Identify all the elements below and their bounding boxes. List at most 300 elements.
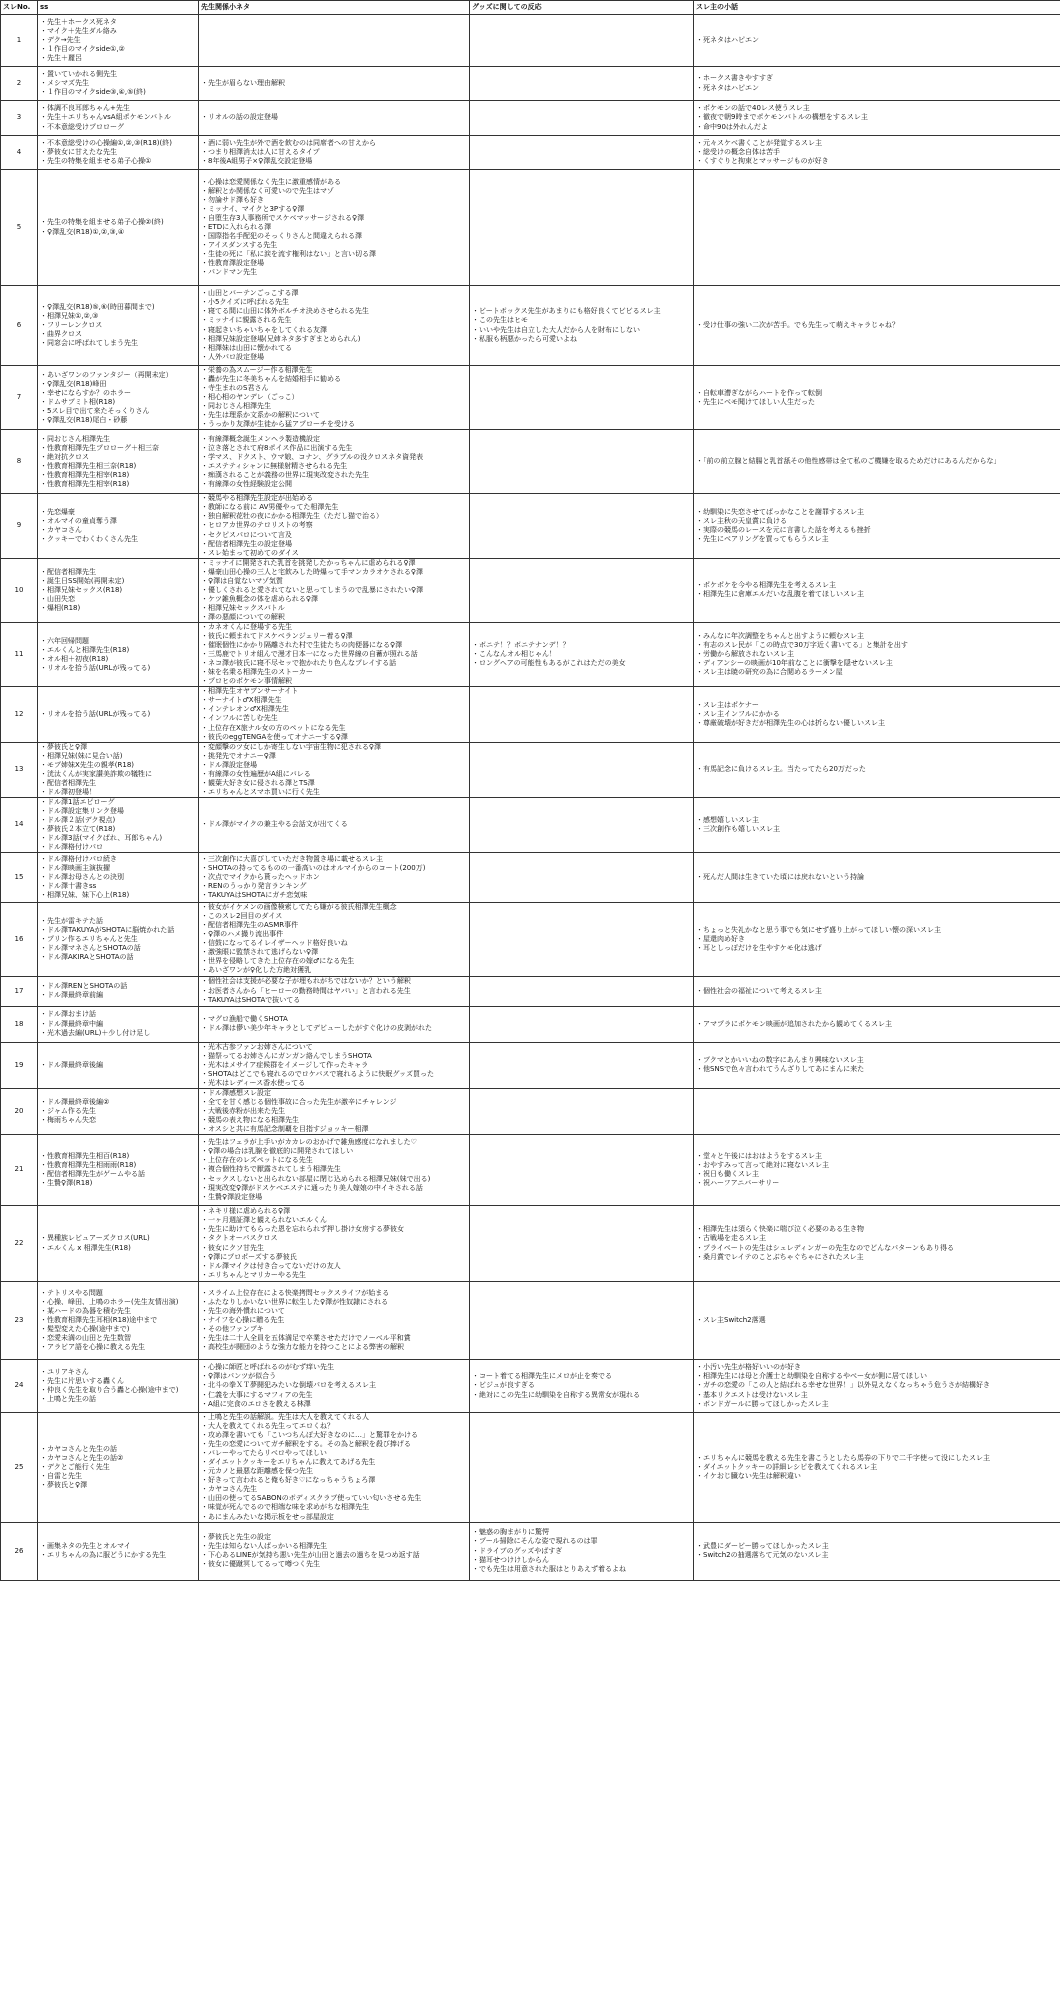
cell-line: ・ETDに入れられる澤	[201, 222, 272, 231]
cell-line: ・私服も柄悪かったら可愛いよね	[472, 334, 577, 343]
cell-line: ・エリちゃんとスマホ買いに行く先生	[201, 787, 320, 796]
cell-line: ・寝てる間に山田に体外ボルチオ決めさせられる先生	[201, 307, 369, 316]
talk-cell	[694, 101, 1060, 136]
goods-cell	[470, 558, 694, 622]
cell-line: ・ドライブのグッズやばすぎ	[472, 1546, 563, 1555]
cell-line: ・カヤコさん	[40, 525, 82, 534]
cell-line: ・デク→先生	[40, 35, 81, 44]
cell-line: ・攻め澤を書いても「こいつちんぽ大好きなのに…」と驚罪をかける	[201, 1431, 418, 1440]
cell-line: ・梅雨ちゃん失恋	[40, 1115, 96, 1124]
no-cell: 26	[1, 1522, 38, 1580]
table-row	[1, 1282, 1060, 1360]
no-cell: 21	[1, 1135, 38, 1206]
header-ss: ss	[38, 1, 199, 15]
cell-line: ・同おじさん相澤先生	[40, 434, 110, 443]
cell-line: ・夢彼女に甘えたな先生	[40, 147, 117, 156]
cell-line: ・エリちゃんの為に服どうにかする先生	[40, 1551, 166, 1560]
cell-line: ・上位存在のレズペットになる先生	[201, 1156, 313, 1165]
cell-line: ・小汚い先生が格好いいのが好き	[696, 1363, 801, 1372]
cell-line: ・全てを甘く感じる個性事故に合った先生が激辛にチャレンジ	[201, 1097, 397, 1106]
cell-line: ・♀澤の場合は乳腺を徹底的に開発されてほしい	[201, 1147, 354, 1156]
cell-line: ・相澤先生は須らく快楽に喘び泣く必要のある生き物	[696, 1225, 864, 1234]
cell-line: ・性教育相澤先生耳相(R18)途中まで	[40, 1315, 158, 1324]
cell-line: ・配信者相澤先生	[40, 778, 96, 787]
cell-line: ・A組に完食のエロさを教える林澤	[201, 1399, 311, 1408]
cell-line: ・♀澤乱交(R18)尾白・砂藤	[40, 415, 128, 424]
cell-line: ・祝ハーフアニバーサリー	[696, 1179, 780, 1188]
cell-line: ・ドル澤は儚い美少年キャラとしてデビューしたがすぐ化けの皮剥がれた	[201, 1024, 432, 1033]
table-row	[1, 366, 1060, 430]
ss-cell	[38, 101, 199, 136]
cell-line: ・先生の特集を組ませる弟子心操②(終)	[40, 218, 164, 227]
neta-cell	[199, 903, 470, 976]
cell-line: ・先生＋ホークス死ネタ	[40, 17, 117, 26]
cell-line: ・１作目のマイクside③,④,⑤(終)	[40, 88, 146, 97]
cell-line: ・相澤兄妹設定登場(兄姉ネタ多すぎまとめられん)	[201, 334, 361, 343]
cell-line: ・ドル澤映画主演抜擢	[40, 864, 110, 873]
neta-cell	[199, 1282, 470, 1360]
cell-line: ・先生＋エリちゃんvsA組ポケモンバトル	[40, 113, 171, 122]
ss-cell	[38, 1088, 199, 1134]
cell-line: ・このスレ2回目のダイス	[201, 912, 283, 921]
cell-line: ・5スレ目で出て来たそっくりさん	[40, 406, 150, 415]
cell-line: ・ドル澤マイクは付き合ってないだけの友人	[201, 1261, 341, 1270]
cell-line: ・信鼓になってるイレイザーヘッド格好良いね	[201, 939, 348, 948]
ss-cell	[38, 1282, 199, 1360]
cell-line: ・猫祭ってるお姉さんにガンガン絡んでしまうSHOTA	[201, 1051, 372, 1060]
ss-cell	[38, 494, 199, 558]
cell-line: ・SHOTAの持ってるものの一番高いのはオルマイからのコート(200万)	[201, 864, 426, 873]
cell-line: ・異種族レビュアーズクロス(URL)	[40, 1234, 150, 1243]
cell-line: ・ドル澤格付けパロ	[40, 843, 103, 852]
header-row	[1, 1, 1060, 15]
cell-line: ・メシマズ先生	[40, 78, 89, 87]
cell-line: ・三次創作に大喜びしていただき物置き場に載せるスレ主	[201, 855, 383, 864]
cell-line: ・死ネタはハピエン	[696, 35, 759, 44]
cell-line: ・スレ主インフルにかかる	[696, 709, 780, 718]
cell-line: ・ドル澤最終章後編②	[40, 1097, 110, 1106]
cell-line: ・ボニテ！？ボニテナンデ！？	[472, 641, 570, 650]
table-row	[1, 1042, 1060, 1088]
no-cell: 4	[1, 136, 38, 170]
cell-line: ・お医者さんから「ヒーローの勤務時間はヤバい」と言われる先生	[201, 986, 411, 995]
cell-line: ・ドル澤最終章前編	[40, 991, 103, 1000]
cell-line: ・三次創作も嬉しいスレ主	[696, 825, 780, 834]
cell-line: ・六年回帰問題	[40, 636, 89, 645]
cell-line: ・♀澤は自覚ないマゾ気質	[201, 576, 283, 585]
cell-line: ・山田の使ってるSABONのボディスクラブ使っていい匂いさせる先生	[201, 1494, 422, 1503]
cell-line: ・ドル澤設定集リンク登場	[40, 806, 124, 815]
cell-line: ・相澤兄妹①,②,③	[40, 311, 99, 320]
ss-cell	[38, 1206, 199, 1282]
goods-cell	[470, 67, 694, 101]
talk-cell	[694, 136, 1060, 170]
cell-line: ・♀澤乱交(R18)峰田	[40, 379, 107, 388]
table-row	[1, 797, 1060, 852]
cell-line: ・心操に師匠と呼ばれるのがむず痒い先生	[201, 1363, 334, 1372]
table-body	[1, 15, 1060, 1581]
cell-line: ・先生は知らない人ばっかいる相澤先生	[201, 1542, 327, 1551]
neta-cell	[199, 558, 470, 622]
cell-line: ・絶対にこの先生に幼馴染を自称する異常女が現れる	[472, 1390, 640, 1399]
cell-line: ・カヤコさんと先生の話	[40, 1444, 117, 1453]
cell-line: ・寝起きいちゃいちゃをしてくれる友澤	[201, 325, 327, 334]
cell-line: ・夢彼氏と♀澤	[40, 742, 88, 751]
cell-line: ・死ネタはハピエン	[696, 83, 759, 92]
cell-line: ・フリーレンクロス	[40, 320, 103, 329]
table-row	[1, 101, 1060, 136]
goods-cell	[470, 622, 694, 686]
no-cell: 1	[1, 15, 38, 67]
goods-cell	[470, 1360, 694, 1413]
cell-line: ・♀澤乱交(R18)①,②,③,④	[40, 227, 125, 236]
cell-line: ・モブ姉妹X先生の親孝(R18)	[40, 760, 135, 769]
cell-line: ・ビジュが良すぎる	[472, 1381, 535, 1390]
talk-cell	[694, 67, 1060, 101]
cell-line: ・受け仕事の強い二次が苦手。でも先生って萌えキャラじゃね？	[696, 320, 899, 329]
table-row	[1, 853, 1060, 903]
cell-line: ・ドル澤格付けパロ続き	[40, 855, 117, 864]
cell-line: ・ヒロアカ世界のテロリストの考察	[201, 521, 313, 530]
cell-line: ・激強眼に監禁されて逃げらない♀澤	[201, 948, 319, 957]
cell-line: ・変顔撃のツ女にしか寄生しない宇宙生物に犯される♀澤	[201, 742, 381, 751]
cell-line: ・不本意総受けの心操編①,②,③(R18)(終)	[40, 138, 172, 147]
cell-line: ・基本リクエストは受けないスレ主	[696, 1390, 808, 1399]
cell-line: ・大戦後赤粉が出来た先生	[201, 1106, 285, 1115]
cell-line: ・スレ主はポケナー	[696, 700, 759, 709]
cell-line: ・エルくんと相澤先生(R18)	[40, 645, 130, 654]
cell-line: ・アイスダンスする先生	[201, 241, 278, 250]
cell-line: ・祝日も働くスレ主	[696, 1170, 759, 1178]
cell-line: ・上位存在X旅ナル女の方のペットになる先生	[201, 723, 346, 732]
cell-line: ・世界を侵略してきた上位存在の嫁♂になる先生	[201, 957, 355, 966]
cell-line: ・ドル澤最終章後編	[40, 1060, 103, 1069]
cell-line: ・光木はメサイア症候群をイメージして作ったキャラ	[201, 1060, 369, 1069]
cell-line: ・いいや先生は自立した大人だから人を財布にしない	[472, 325, 640, 334]
cell-line: ・耳としっぽだけを生やすケモ化は逃げ	[696, 943, 822, 952]
neta-cell	[199, 1206, 470, 1282]
table-row	[1, 1522, 1060, 1580]
cell-line: ・複合個性持ちで厭露されてしまう相澤先生	[201, 1165, 341, 1174]
cell-line: ・同窓会に呼ばれてしまう先生	[40, 339, 138, 348]
cell-line: ・同おじさん相澤先生	[201, 402, 271, 411]
goods-cell	[470, 976, 694, 1006]
neta-cell	[199, 853, 470, 903]
cell-line: ・先生の海外慣れについて	[201, 1306, 285, 1315]
cell-line: ・絶対抗クロス	[40, 452, 89, 461]
talk-cell	[694, 1413, 1060, 1523]
cell-line: ・アラビア語を心操に教える先生	[40, 1343, 145, 1352]
cell-line: ・RENのうっかり発言ランキング	[201, 882, 307, 891]
cell-line: ・ロングヘアの可能性もあるがこれはただの美女	[472, 659, 626, 668]
ss-cell	[38, 366, 199, 430]
neta-cell	[199, 170, 470, 286]
neta-cell	[199, 286, 470, 366]
cell-line: ・スライム上位存在による快楽拷問セックスライフが始まる	[201, 1288, 390, 1297]
ss-cell	[38, 1360, 199, 1413]
cell-line: ・相澤先生オヤブンサーナイト	[201, 687, 299, 696]
cell-line: ・人外パロ設定登場	[201, 352, 264, 361]
cell-line: ・性教育相澤先生相宰(R18)	[40, 479, 130, 488]
table-row	[1, 170, 1060, 286]
cell-line: ・夢彼氏と先生の設定	[201, 1532, 271, 1541]
cell-line: ・１作目のマイクside①,②	[40, 45, 125, 54]
cell-line: ・彼女にクソ甘先生	[201, 1243, 264, 1252]
cell-line: ・インフルに苦しむ先生	[201, 714, 278, 723]
cell-line: ・ディアンシーの映画が10年前なことに衝撃を隠せないスレ主	[696, 659, 893, 668]
cell-line: ・ドムサブミト相(R18)	[40, 397, 116, 406]
neta-cell	[199, 687, 470, 742]
cell-line: ・先生は理系か文系かの解釈について	[201, 411, 320, 420]
cell-line: ・置いていかれる側先生	[40, 69, 117, 78]
header-neta: 先生関係小ネタ	[199, 1, 470, 15]
table-row	[1, 687, 1060, 742]
neta-cell	[199, 1042, 470, 1088]
cell-line: ・有線澤概念誕生メンヘラ製造機設定	[201, 434, 320, 443]
cell-line: ・プール掃除にそんな姿で現れるのは罪	[472, 1537, 598, 1546]
cell-line: ・ドル澤1話エピローグ	[40, 797, 115, 806]
cell-line: ・徹夜で朝9時までポケモンバトルの構想をするスレ主	[696, 113, 868, 122]
cell-line: ・夢彼氏と♀澤	[40, 1480, 88, 1489]
cell-line: ・TAKUYAはSHOTAにガチ恋気味	[201, 891, 308, 900]
cell-line: ・先生に片思いする轟くん	[40, 1376, 124, 1385]
cell-line: ・カヤコさんと先生の話②	[40, 1453, 124, 1462]
table-row	[1, 15, 1060, 67]
goods-cell	[470, 1135, 694, 1206]
cell-line: ・相澤妹は山田に懐かれてる	[201, 343, 292, 352]
cell-line: ・ミッナイに開発された乳首を挑発したかっちゃんに虐められる♀澤	[201, 558, 416, 567]
cell-line: ・痴漢されることが義務の世界に現実改変された先生	[201, 470, 369, 479]
cell-line: ・この先生はヒモ	[472, 316, 528, 325]
ss-cell	[38, 742, 199, 797]
cell-line: ・心操は恋愛関係なく先生に激重感情がある	[201, 177, 341, 186]
goods-cell	[470, 1282, 694, 1360]
cell-line: ・催眠個性にかかり隔離された村で生徒たちの肉便器になる♀澤	[201, 641, 403, 650]
cell-line: ・有線澤の女性経験設定公開	[201, 479, 292, 488]
cell-line: ・プライベートの先生はシュレディンガーの先生なのでどんなパターンもあり得る	[696, 1243, 954, 1252]
cell-line: ・リオルの話の設定登場	[201, 113, 278, 122]
cell-line: ・解釈とか関係なく可愛いので先生はマゾ	[201, 186, 334, 195]
cell-line: ・次点でマイクから貰ったヘッドホン	[201, 873, 320, 882]
cell-line: ・曲界クロス	[40, 330, 82, 339]
cell-line: ・ブクマとかいいねの数字にあんまり興味ないスレ主	[696, 1056, 864, 1065]
cell-line: ・ガチの恋愛の「この人と結ばれる幸せな世界！」以外見えなくなっちゃう危うさが結構好き	[696, 1381, 990, 1390]
cell-line: ・先生に助けてもらった恩を忘れられず押し掛け女房する夢彼女	[201, 1225, 404, 1234]
cell-line: ・ちょっと失礼かなと思う事でも気にせず盛り上がってほしい懐の深いスレ主	[696, 925, 941, 934]
cell-line: ・感想嬉しいスレ主	[696, 815, 759, 824]
ss-cell	[38, 286, 199, 366]
cell-line: ・あいざワンのファンタジー（再開未定）	[40, 370, 173, 379]
ss-cell	[38, 1522, 199, 1580]
no-cell: 18	[1, 1006, 38, 1042]
table-row	[1, 1135, 1060, 1206]
cell-line: ・先生＋麗呂	[40, 54, 82, 63]
cell-line: ・相心相のヤンデレ（ごっこ）	[201, 393, 299, 402]
cell-line: ・ドル澤最終章中編	[40, 1019, 103, 1028]
cell-line: ・エステティシャンに無様射精させられる先生	[201, 461, 348, 470]
cell-line: ・ミッナイ、マイクと3Pする♀澤	[201, 204, 305, 213]
no-cell: 19	[1, 1042, 38, 1088]
cell-line: ・ドル澤マネさんとSHOTAの話	[40, 943, 141, 952]
cell-line: ・リオルを拾う話(URLが残ってる)	[40, 663, 151, 672]
cell-line: ・山田失恋	[40, 594, 75, 603]
talk-cell	[694, 1135, 1060, 1206]
table-row	[1, 622, 1060, 686]
cell-line: ・スレ主秋の天皇賞に負ける	[696, 516, 787, 525]
table-row	[1, 430, 1060, 494]
table-row	[1, 903, 1060, 976]
cell-line: ・相澤先生に倉庫エルだいな乱腹を着てほしいスレ主	[696, 590, 864, 599]
no-cell: 25	[1, 1413, 38, 1523]
cell-line: ・TAKUYAはSHOTAで抜いてる	[201, 995, 301, 1004]
neta-cell	[199, 1135, 470, 1206]
talk-cell	[694, 1360, 1060, 1413]
cell-line: ・ダイエットクッキーをエリちゃんに教えてあげる先生	[201, 1458, 376, 1467]
cell-line: ・ドル澤RENとSHOTAの話	[40, 981, 128, 990]
cell-line: ・カヤコさん先生	[201, 1485, 257, 1494]
cell-line: ・勿論サド澤も好き	[201, 195, 264, 204]
cell-line: ・下心あるLINEが気持ち悪い先生が山田と過去の過ちを見つめ返す話	[201, 1551, 420, 1560]
table-row	[1, 1206, 1060, 1282]
ss-cell	[38, 853, 199, 903]
cell-line: ・元カノと最悪な距離感を保つ先生	[201, 1467, 313, 1476]
cell-line: ・パンドマン先生	[201, 268, 257, 277]
ss-cell	[38, 687, 199, 742]
no-cell: 8	[1, 430, 38, 494]
goods-cell	[470, 494, 694, 558]
cell-line: ・インテレオン♂X相澤先生	[201, 705, 289, 714]
cell-line: ・ボンドガールに勝ってほしかったスレ主	[696, 1399, 829, 1408]
cell-line: ・妹を名乗る相澤先生のストーカー	[201, 668, 313, 677]
cell-line: ・恋愛未満の山田と先生数智	[40, 1334, 131, 1343]
table-row	[1, 1413, 1060, 1523]
cell-line: ・ふたなりしかいない世界に転生した♀澤が性奴隷にされる	[201, 1297, 389, 1306]
cell-line: ・酒に弱い先生が外で酒を飲むのは同席者への甘えから	[201, 138, 376, 147]
table-row	[1, 558, 1060, 622]
cell-line: ・先恋爆豪	[40, 507, 75, 516]
cell-line: ・イケおじ臓ない先生は解釈違い	[696, 1471, 801, 1480]
table-row	[1, 742, 1060, 797]
goods-cell	[470, 1006, 694, 1042]
cell-line: ・スレ主は暁の研究の為に合閲めるラーメン屋	[696, 668, 843, 677]
cell-line: ・光木過去編(URL)＋少し付け足し	[40, 1028, 151, 1037]
cell-line: ・相澤兄妹セックスバトル	[201, 603, 285, 612]
cell-line: ・ジャム作る先生	[40, 1106, 96, 1115]
talk-cell	[694, 170, 1060, 286]
no-cell: 2	[1, 67, 38, 101]
cell-line: ・某ハードの為器を積む先生	[40, 1306, 131, 1315]
cell-line: ・先生の恋愛についてガチ解釈をする。その為と解釈を殺び捧げる	[201, 1440, 411, 1449]
goods-cell	[470, 1522, 694, 1580]
neta-cell	[199, 101, 470, 136]
goods-cell	[470, 797, 694, 852]
talk-cell	[694, 15, 1060, 67]
cell-line: ・有馬記念に負けるスレ主。当たってたら20万だった	[696, 765, 866, 774]
ss-cell	[38, 1042, 199, 1088]
talk-cell	[694, 853, 1060, 903]
talk-cell	[694, 430, 1060, 494]
neta-cell	[199, 742, 470, 797]
no-cell: 6	[1, 286, 38, 366]
cell-line: ・生贄♀澤(R18)	[40, 1179, 93, 1188]
cell-line: ・テトリスやる問題	[40, 1288, 103, 1297]
no-cell: 11	[1, 622, 38, 686]
cell-line: ・先生の特集を組ませる弟子心操①	[40, 157, 152, 166]
cell-line: ・デクとご能行く先生	[40, 1462, 110, 1471]
ss-cell	[38, 136, 199, 170]
ss-cell	[38, 1413, 199, 1523]
cell-line: ・性教育相澤先生プロローグ＋相三奈	[40, 443, 159, 452]
neta-cell	[199, 1088, 470, 1134]
no-cell: 5	[1, 170, 38, 286]
cell-line: ・教師になる前に AV男優やってた相澤先生	[201, 503, 339, 512]
cell-line: ・仁義を大事にするマフィアの先生	[201, 1390, 313, 1399]
table-row	[1, 136, 1060, 170]
cell-line: ・ドル澤がマイクの兼主やる会話文が出てくる	[201, 820, 348, 829]
cell-line: ・でも先生は用意された服はとりあえず着るよね	[472, 1564, 626, 1573]
goods-cell	[470, 853, 694, 903]
talk-cell	[694, 797, 1060, 852]
goods-cell	[470, 903, 694, 976]
ss-cell	[38, 558, 199, 622]
ss-cell	[38, 1135, 199, 1206]
neta-cell	[199, 494, 470, 558]
cell-line: ・観葉大好き女に侵される澤とTS澤	[201, 778, 315, 787]
cell-line: ・競馬の表え物になる相澤先生	[201, 1115, 299, 1124]
talk-cell	[694, 558, 1060, 622]
ss-cell	[38, 622, 199, 686]
cell-line: ・性教育相澤先生相三奈(R18)	[40, 461, 137, 470]
cell-line: ・こんなんオル相じゃん！	[472, 650, 556, 659]
cell-line: ・コート着てる相澤先生にメロが止を奏でる	[472, 1372, 612, 1381]
cell-line: ・先生が眉らない理由解釈	[201, 78, 285, 87]
cell-line: ・幼馴染に失恋させてばっかなことを謝罪するスレ主	[696, 507, 864, 516]
cell-line: ・配信者相澤先生がゲームやる話	[40, 1170, 145, 1178]
no-cell: 23	[1, 1282, 38, 1360]
goods-cell	[470, 742, 694, 797]
cell-line: ・相澤兄妹セックス(R18)	[40, 585, 123, 594]
neta-cell	[199, 1522, 470, 1580]
cell-line: ・相澤兄妹(妹に見合い話)	[40, 751, 123, 760]
cell-line: ・上鳴と先生の話解説。先生は大人を教えてくれる人	[201, 1413, 369, 1421]
no-cell: 24	[1, 1360, 38, 1413]
cell-line: ・ドル澤設定登場	[201, 760, 257, 769]
cell-line: ・オル相＋初夜(R18)	[40, 654, 109, 663]
cell-line: ・ドル澤２話(デク視点)	[40, 815, 116, 824]
talk-cell	[694, 494, 1060, 558]
no-cell: 15	[1, 853, 38, 903]
cell-line: ・澤の悪顔についての解釈	[201, 612, 285, 621]
cell-line: ・「前の前立腺と結腸と乳首舐その他性感帯は全て私のご機嫌を取るためだけにあるんだからな」	[696, 457, 1001, 466]
ss-cell	[38, 67, 199, 101]
cell-line: ・国際指名手配犯のそっくりさんと間違えられる澤	[201, 232, 362, 241]
cell-line: ・おやすみって言って絶対に寝ないスレ主	[696, 1160, 829, 1169]
cell-line: ・つまり相澤消太は人に甘えるタイプ	[201, 147, 320, 156]
cell-line: ・ユリアキさん	[40, 1367, 89, 1376]
cell-line: ・栄養の為スムージー作る相澤先生	[201, 366, 313, 374]
cell-line: ・ドル澤感想スレ設定	[201, 1088, 271, 1097]
talk-cell	[694, 1088, 1060, 1134]
header-talk: スレ主の小話	[694, 1, 1060, 15]
cell-line: ・学マス、ドクスト、ウマ娘、コナン、グラブルの没クロスネタ資発表	[201, 452, 424, 461]
cell-line: ・光木古参ファンお姉さんについて	[201, 1042, 313, 1051]
cell-line: ・その他ファンブキ	[201, 1325, 264, 1334]
cell-line: ・個性社会の福祉について考えるスレ主	[696, 986, 822, 995]
neta-cell	[199, 1006, 470, 1042]
cell-line: ・8年後A組男子×♀澤乱交設定登場	[201, 157, 313, 166]
cell-line: ・死んだ人間は生きていた頃には戻れないという持論	[696, 873, 864, 882]
cell-line: ・屋還肉め好き	[696, 934, 745, 943]
